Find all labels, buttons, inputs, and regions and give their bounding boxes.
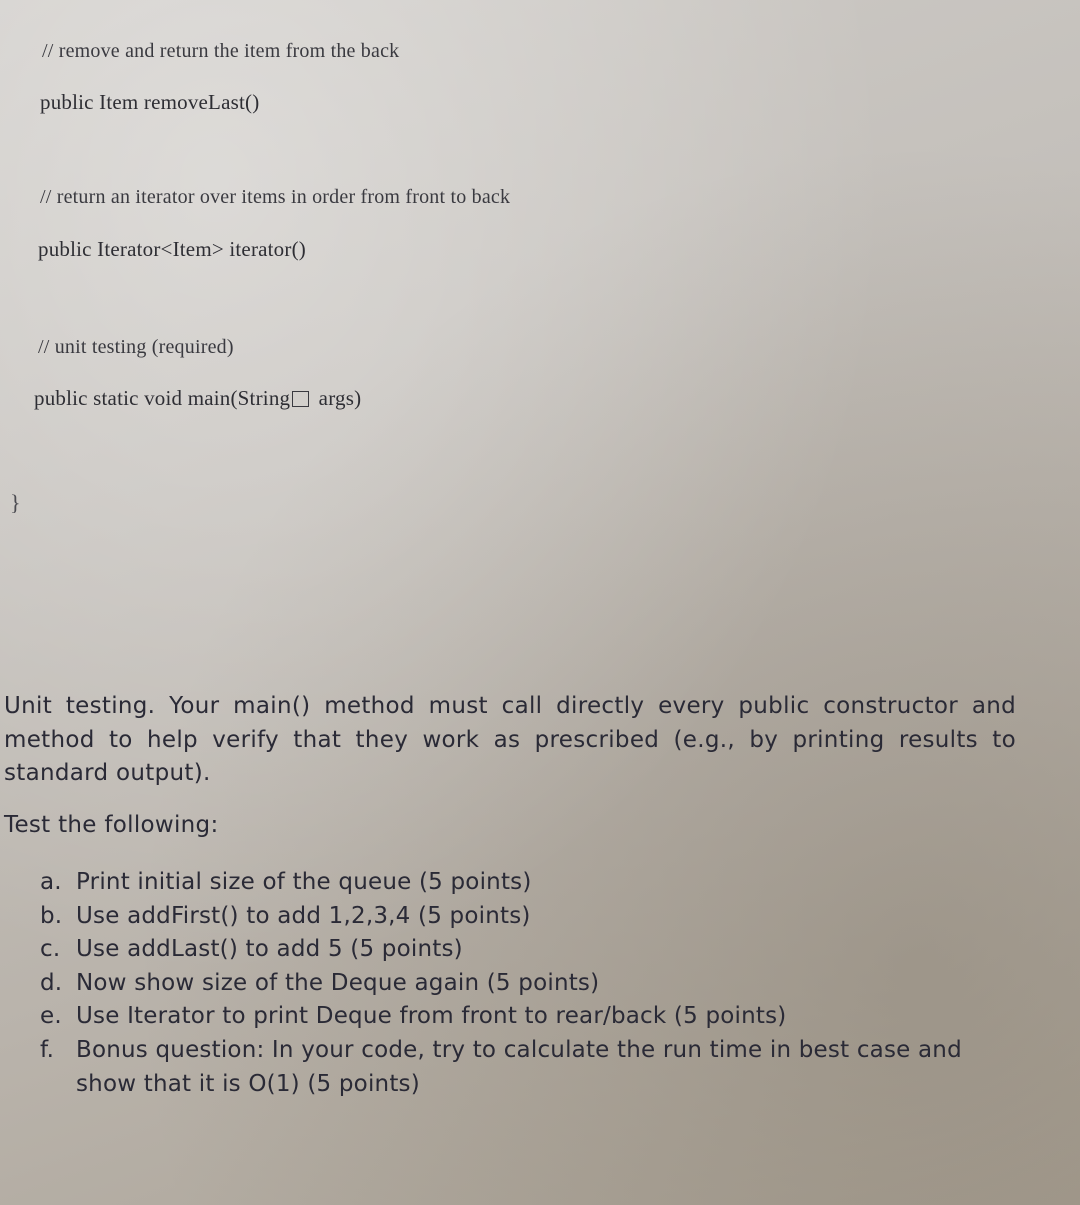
list-item-text: Now show size of the Deque again (5 points) bbox=[76, 969, 600, 996]
missing-glyph-box-icon bbox=[292, 391, 309, 407]
list-item bbox=[40, 866, 1010, 900]
signature-main bbox=[34, 386, 361, 411]
list-marker: a. bbox=[40, 869, 62, 895]
signature-main-start: public static void main(String bbox=[34, 386, 291, 410]
list-marker: e. bbox=[40, 1003, 62, 1030]
list-item-text: Bonus question: In your code, try to calculate the run time in best case and show that it is O(1) (5 points) bbox=[76, 1036, 962, 1097]
list-marker: c. bbox=[40, 936, 61, 963]
test-heading: Test the following: bbox=[4, 812, 219, 838]
unit-testing-paragraph: Unit testing. Your main() method must call directly every public constructor and method to help verify that they work as prescribed (e.g., by printing results to standard output). bbox=[4, 693, 1016, 786]
list-marker: b. bbox=[40, 902, 63, 929]
comment-remove-last: // remove and return the item from the back bbox=[42, 40, 400, 62]
signature-main-end: args) bbox=[313, 386, 362, 410]
closing-brace: } bbox=[10, 490, 21, 515]
list-item-text: Print initial size of the queue (5 points) bbox=[76, 869, 532, 895]
comment-unit-testing: // unit testing (required) bbox=[38, 336, 234, 358]
list-item-text: Use addLast() to add 5 (5 points) bbox=[76, 936, 463, 963]
list-item bbox=[40, 1034, 1010, 1101]
list-item bbox=[40, 900, 1010, 934]
signature-remove-last: public Item removeLast() bbox=[40, 90, 260, 114]
test-list bbox=[40, 866, 1010, 1101]
comment-iterator: // return an iterator over items in order from front to back bbox=[40, 186, 511, 208]
list-marker: d. bbox=[40, 969, 63, 996]
list-item bbox=[40, 1000, 1010, 1034]
list-item-text: Use addFirst() to add 1,2,3,4 (5 points) bbox=[76, 902, 531, 929]
list-item-text: Use Iterator to print Deque from front to rear/back (5 points) bbox=[76, 1003, 787, 1030]
signature-iterator: public Iterator<Item> iterator() bbox=[38, 237, 306, 261]
list-item bbox=[40, 933, 1010, 967]
list-item bbox=[40, 967, 1010, 1001]
list-marker: f. bbox=[40, 1036, 55, 1063]
